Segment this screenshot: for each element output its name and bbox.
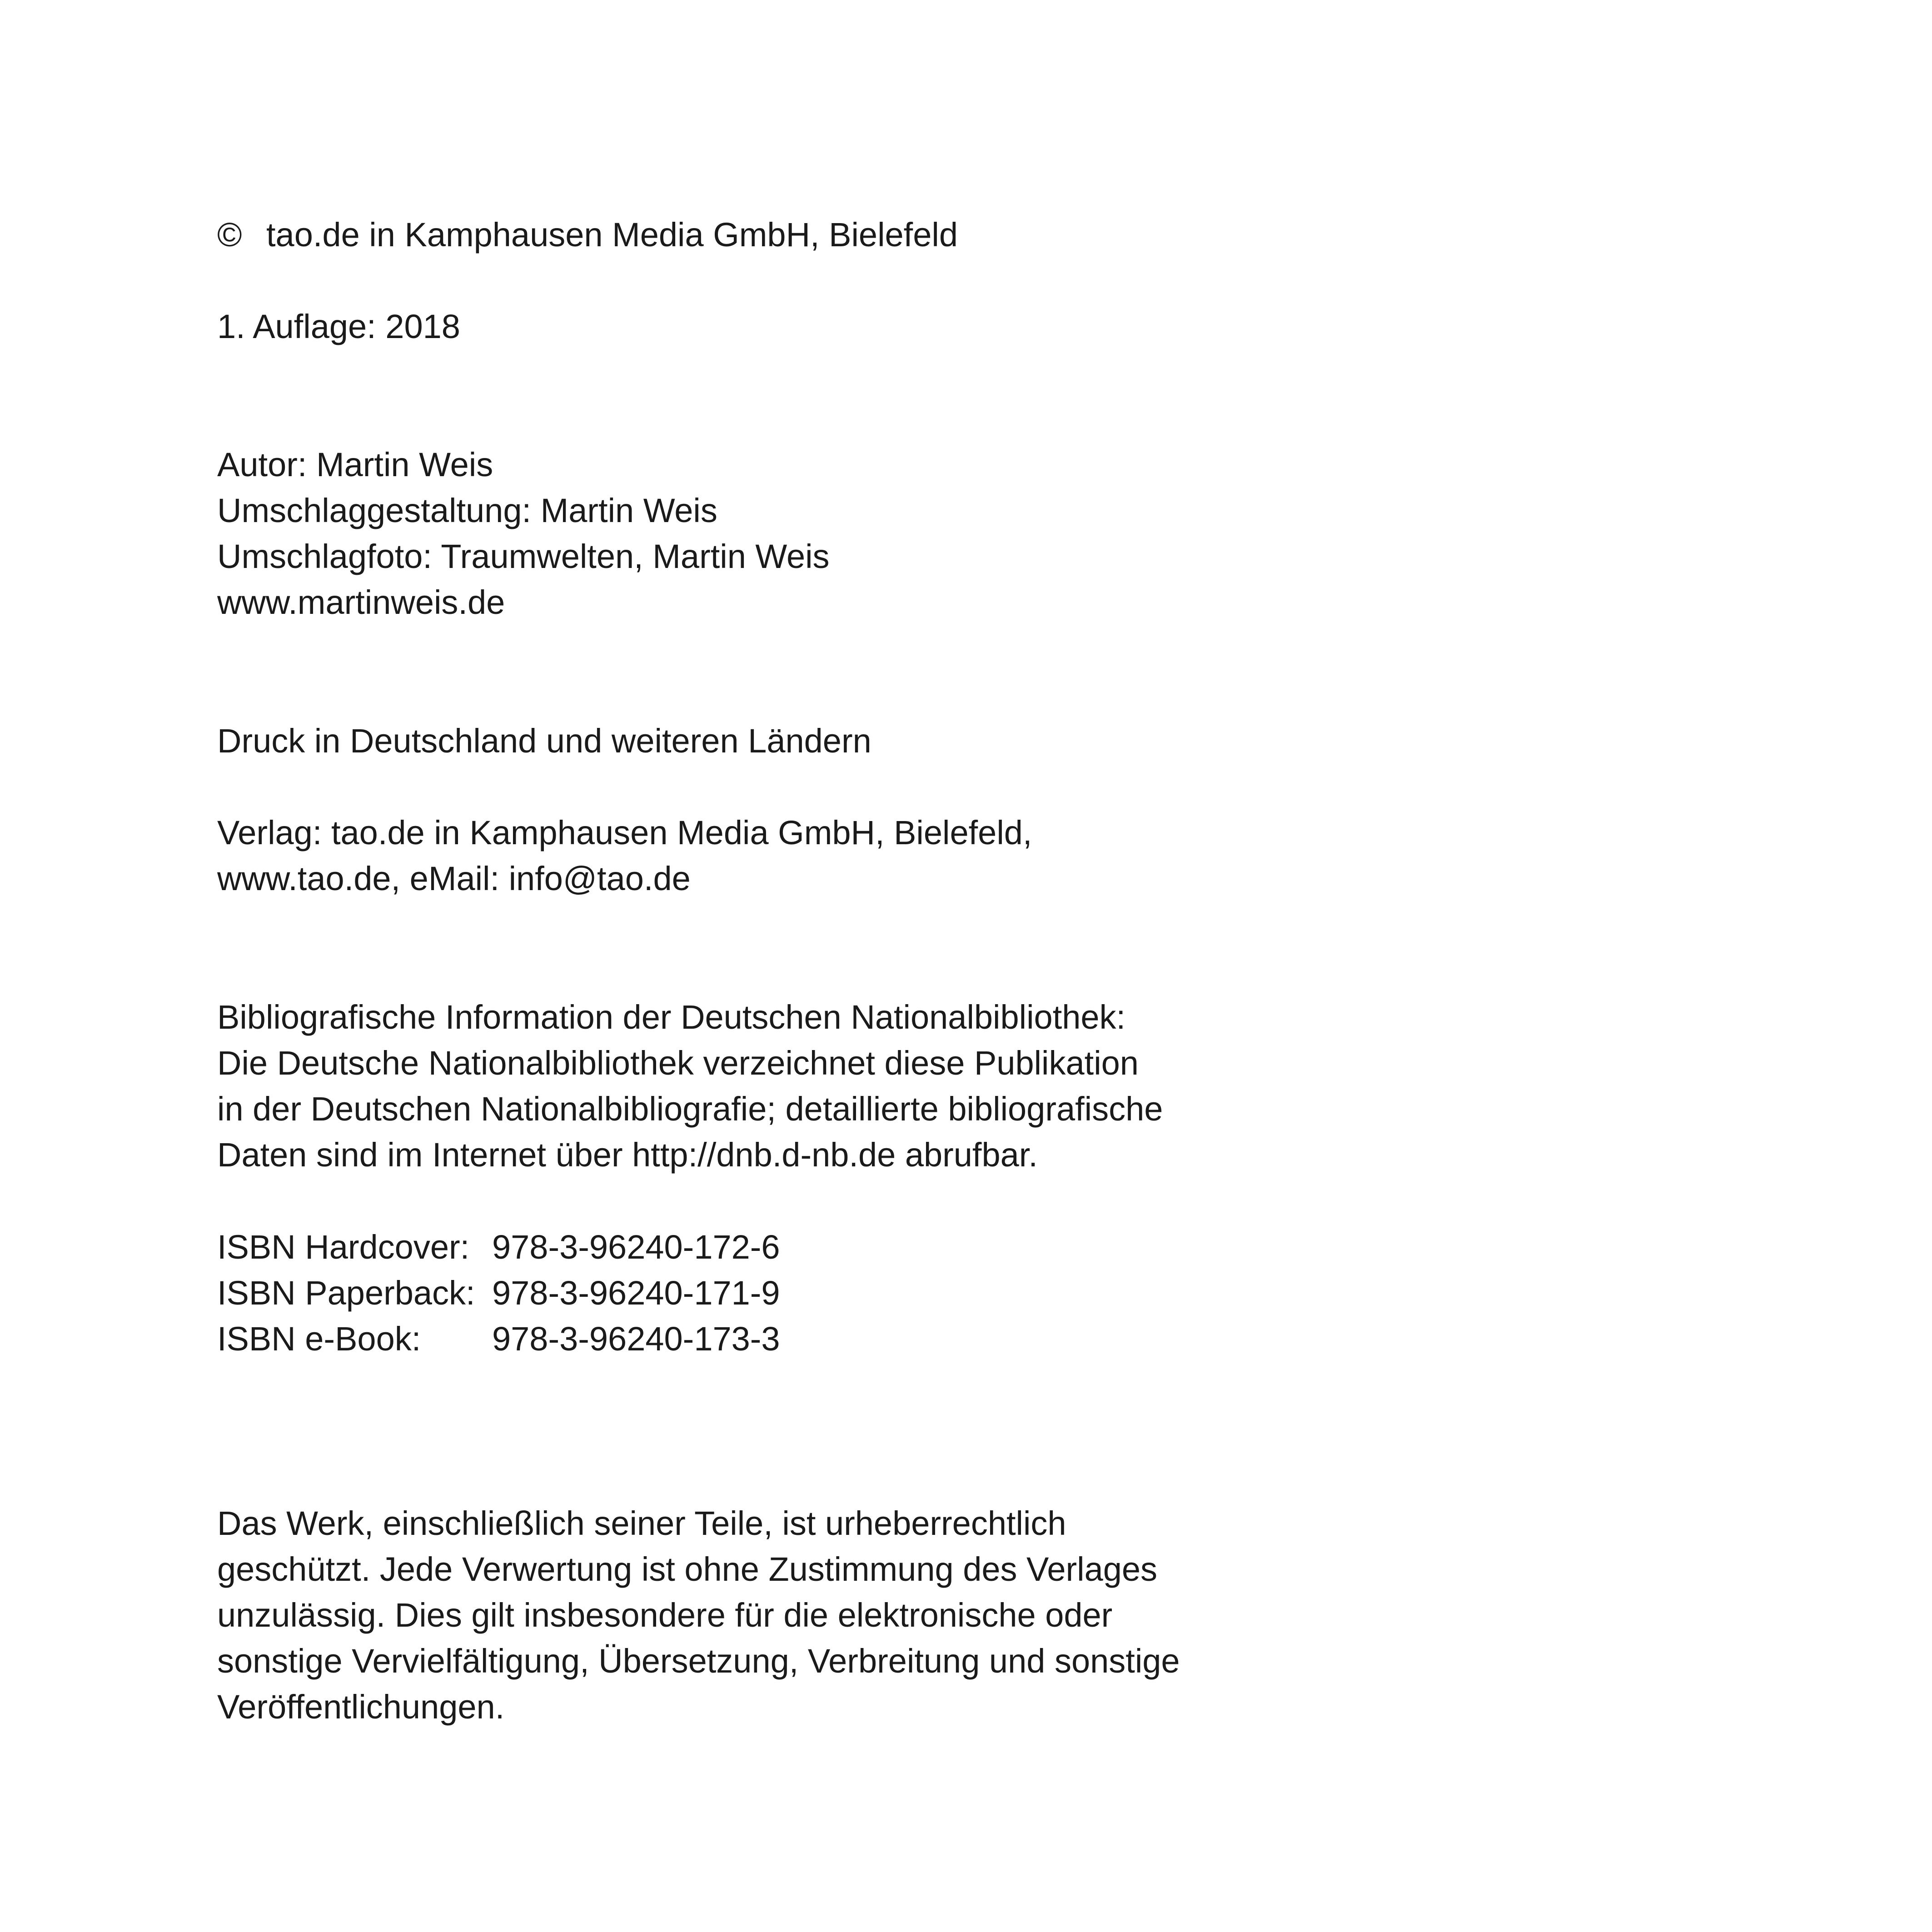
credit-cover-design: Umschlaggestaltung: Martin Weis xyxy=(217,492,717,529)
publisher-contact: www.tao.de, eMail: info@tao.de xyxy=(217,860,691,897)
isbn-value: 978-3-96240-172-6 xyxy=(492,1228,780,1266)
isbn-value: 978-3-96240-173-3 xyxy=(492,1320,780,1358)
isbn-row-paperback xyxy=(217,1270,780,1316)
legal-line: sonstige Vervielfältigung, Übersetzung, Verbreitung und sonstige xyxy=(217,1642,1180,1680)
isbn-row-ebook xyxy=(217,1316,780,1362)
legal-notice-block xyxy=(217,1500,1180,1730)
print-line xyxy=(217,718,871,764)
isbn-value: 978-3-96240-171-9 xyxy=(492,1274,780,1312)
isbn-label: ISBN Hardcover: xyxy=(217,1228,470,1266)
legal-line: geschützt. Jede Verwertung ist ohne Zustimmung des Verlages xyxy=(217,1550,1158,1588)
publisher-block xyxy=(217,810,1032,901)
credits-block xyxy=(217,442,830,625)
bibliographic-line: Bibliografische Information der Deutschen Nationalbibliothek: xyxy=(217,998,1126,1036)
bibliographic-line: Die Deutsche Nationalbibliothek verzeichnet diese Publikation xyxy=(217,1044,1139,1082)
publisher-name: Verlag: tao.de in Kamphausen Media GmbH, Bielefeld, xyxy=(217,814,1032,851)
bibliographic-block xyxy=(217,994,1163,1178)
isbn-block xyxy=(217,1224,780,1362)
isbn-label: ISBN Paperback: xyxy=(217,1274,475,1312)
credit-author: Autor: Martin Weis xyxy=(217,446,493,483)
isbn-label: ISBN e-Book: xyxy=(217,1320,421,1358)
isbn-row-hardcover xyxy=(217,1224,780,1270)
edition-line xyxy=(217,304,460,349)
bibliographic-line: Daten sind im Internet über http://dnb.d-nb.de abrufbar. xyxy=(217,1136,1038,1174)
copyright-symbol: © xyxy=(217,216,242,254)
edition-text: 1. Auflage: 2018 xyxy=(217,308,460,345)
bibliographic-line: in der Deutschen Nationalbibliografie; detaillierte bibliografische xyxy=(217,1090,1163,1128)
copyright-line xyxy=(217,212,958,258)
legal-line: Das Werk, einschließlich seiner Teile, ist urheberrechtlich xyxy=(217,1504,1066,1542)
author-website-link[interactable]: www.martinweis.de xyxy=(217,583,505,621)
legal-line: unzulässig. Dies gilt insbesondere für die elektronische oder xyxy=(217,1596,1113,1634)
credit-cover-photo: Umschlagfoto: Traumwelten, Martin Weis xyxy=(217,538,830,575)
print-text: Druck in Deutschland und weiteren Ländern xyxy=(217,722,871,760)
copyright-text: tao.de in Kamphausen Media GmbH, Bielefeld xyxy=(266,216,958,254)
legal-line: Veröffentlichungen. xyxy=(217,1688,505,1726)
